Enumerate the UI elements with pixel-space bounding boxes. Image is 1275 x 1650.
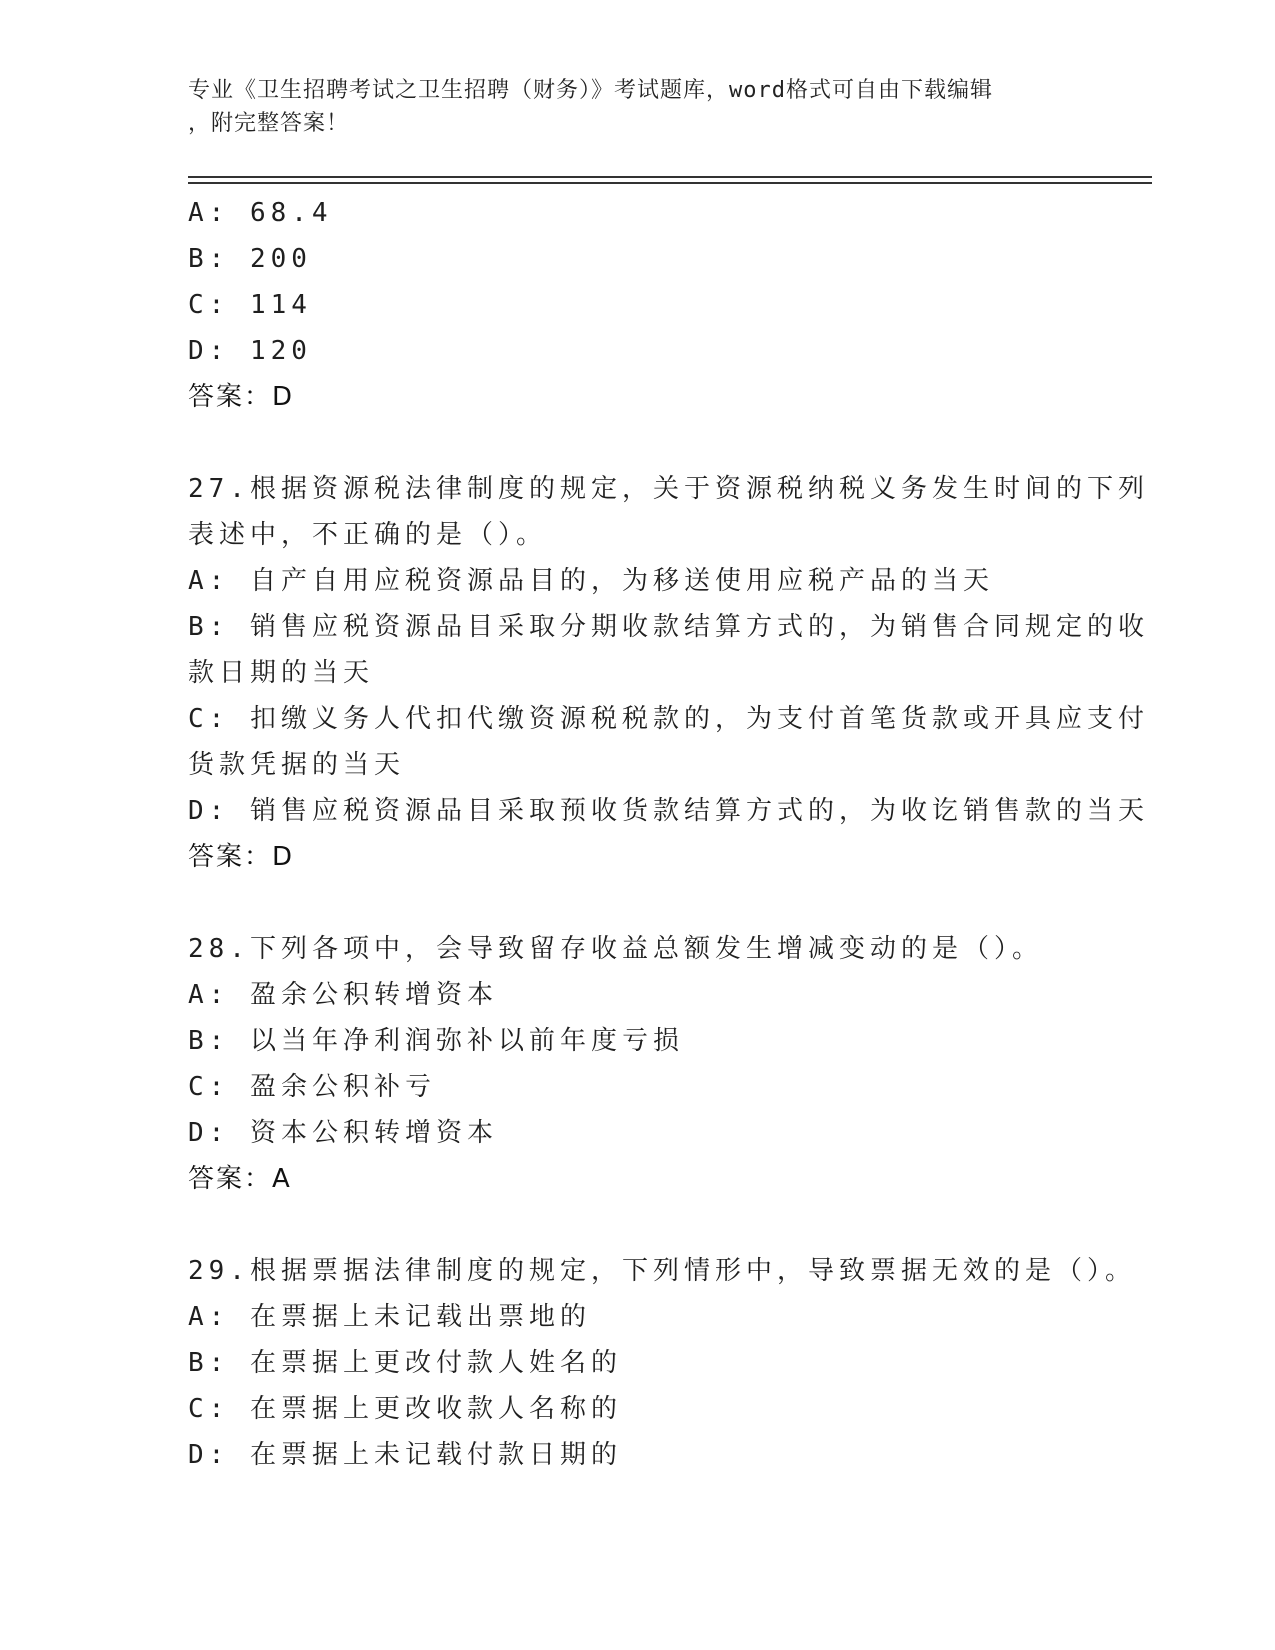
q26-answer: 答案：D: [188, 382, 295, 412]
spacer: [188, 1202, 1088, 1248]
q27-option-c: C: 扣缴义务人代扣代缴资源税税款的，为支付首笔货款或开具应支付: [188, 704, 1149, 734]
question-content: [188, 190, 1149, 1478]
q27-stem-line-2: 表述中，不正确的是（）。: [188, 520, 548, 550]
q26-option-d: D: 120: [188, 336, 312, 366]
q27-option-c-cont: 货款凭据的当天: [188, 750, 406, 780]
header-line-1: 专业《卫生招聘考试之卫生招聘（财务）》考试题库，word格式可自由下载编辑: [188, 78, 993, 103]
q29-option-c: C: 在票据上更改收款人名称的: [188, 1394, 622, 1424]
q26-option-b: B: 200: [188, 244, 312, 274]
page-header: [188, 74, 1088, 140]
q28-answer: 答案：A: [188, 1164, 292, 1194]
spacer: [188, 880, 1088, 926]
q27-answer: 答案：D: [188, 842, 295, 872]
header-divider-top: [188, 176, 1152, 178]
question-26-options: [188, 190, 1088, 374]
spacer: [188, 420, 1088, 466]
q27-option-b: B: 销售应税资源品目采取分期收款结算方式的，为销售合同规定的收: [188, 612, 1149, 642]
q26-option-c: C: 114: [188, 290, 312, 320]
question-28: [188, 926, 1088, 1156]
q28-option-d: D: 资本公积转增资本: [188, 1118, 498, 1148]
header-divider-bottom: [188, 182, 1152, 184]
q29-option-b: B: 在票据上更改付款人姓名的: [188, 1348, 622, 1378]
q27-option-a: A: 自产自用应税资源品目的，为移送使用应税产品的当天: [188, 566, 994, 596]
q28-option-b: B: 以当年净利润弥补以前年度亏损: [188, 1026, 684, 1056]
q28-option-c: C: 盈余公积补亏: [188, 1072, 436, 1102]
q29-option-d: D: 在票据上未记载付款日期的: [188, 1440, 622, 1470]
q26-option-a: A: 68.4: [188, 198, 333, 228]
question-27: [188, 466, 1149, 834]
q29-option-a: A: 在票据上未记载出票地的: [188, 1302, 591, 1332]
question-29: [188, 1248, 1136, 1478]
q29-stem: 29.根据票据法律制度的规定，下列情形中，导致票据无效的是（）。: [188, 1256, 1136, 1286]
header-line-2: ，附完整答案！: [188, 111, 350, 136]
q28-stem: 28.下列各项中，会导致留存收益总额发生增减变动的是（）。: [188, 934, 1043, 964]
q27-option-b-cont: 款日期的当天: [188, 658, 375, 688]
q28-option-a: A: 盈余公积转增资本: [188, 980, 498, 1010]
q27-option-d: D: 销售应税资源品目采取预收货款结算方式的，为收讫销售款的当天: [188, 796, 1149, 826]
q27-stem-line-1: 27.根据资源税法律制度的规定，关于资源税纳税义务发生时间的下列: [188, 474, 1149, 504]
